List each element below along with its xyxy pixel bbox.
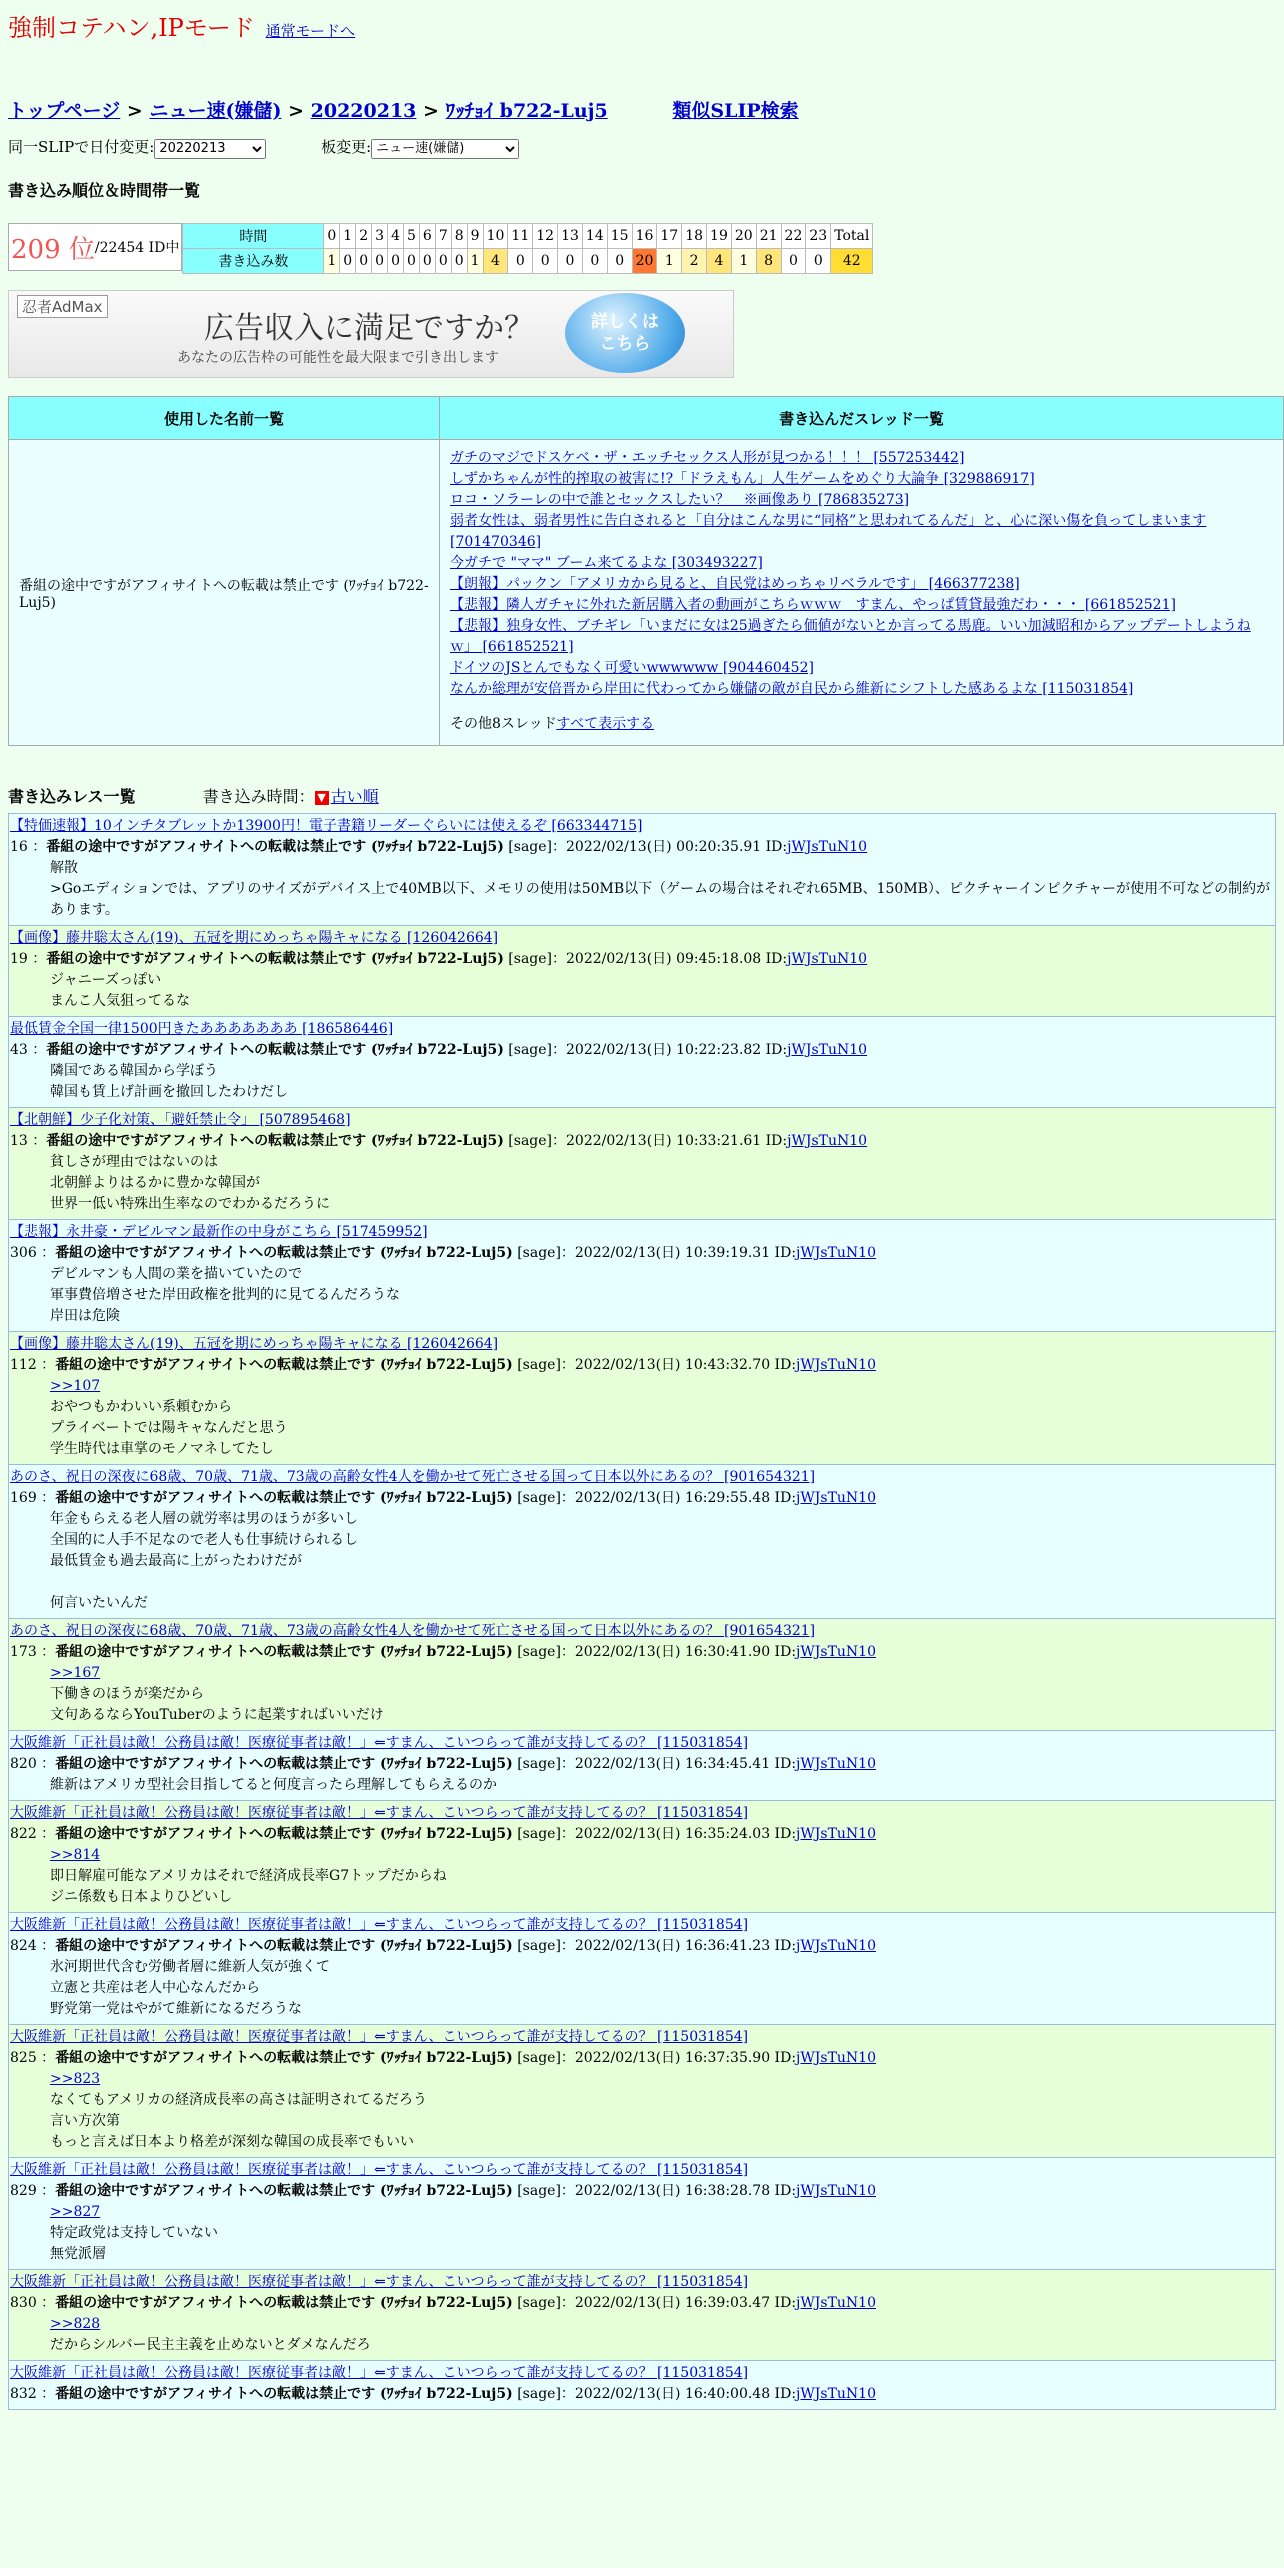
response-thread-link[interactable]: 【悲報】永井豪・デビルマン最新作の中身がこちら [517459952]	[10, 1224, 428, 1240]
used-name: 番組の途中ですがアフィサイトへの転載は禁止です (ﾜｯﾁｮｲ b722-Luj5)	[9, 440, 440, 746]
response-line: 世界一低い特殊出生率なのでわかるだろうに	[50, 1196, 330, 1212]
response-id-link[interactable]: jWJsTuN10	[787, 1042, 868, 1058]
thread-link[interactable]: ロコ・ソラーレの中で誰とセックスしたい？ ※画像あり [786835273]	[450, 492, 910, 508]
hour-cell: 1	[340, 224, 356, 249]
response-name: 番組の途中ですがアフィサイトへの転載は禁止です (ﾜｯﾁｮｲ b722-Luj5)	[55, 1644, 513, 1660]
response-number: 13	[10, 1133, 28, 1149]
response-line: 立憲と共産は老人中心なんだから	[50, 1980, 260, 1996]
threads-column-header: 書き込んだスレッド一覧	[440, 397, 1284, 440]
response-meta: [sage]：2022/02/13(日) 16:35:24.03 ID:	[517, 1826, 797, 1842]
response-id-link[interactable]: jWJsTuN10	[796, 1245, 876, 1261]
count-cell: 0	[403, 249, 419, 274]
count-cell: 0	[508, 249, 533, 274]
breadcrumb-date[interactable]: 20220213	[310, 100, 417, 122]
hour-cell: 11	[508, 224, 533, 249]
response-line	[50, 1572, 1274, 1593]
response-line: 氷河期世代含む労働者層に維新人気が強くて	[50, 1959, 330, 1975]
response-item	[8, 1618, 1276, 1731]
response-thread-link[interactable]: 大阪維新「正社員は敵！公務員は敵！医療従事者は敵！」⇐すまん、こいつらって誰が支持してるの？ [115031854]	[10, 1805, 749, 1821]
names-column-header: 使用した名前一覧	[9, 397, 440, 440]
response-name: 番組の途中ですがアフィサイトへの転載は禁止です (ﾜｯﾁｮｲ b722-Luj5)	[55, 1938, 513, 1954]
response-name: 番組の途中ですがアフィサイトへの転載は禁止です (ﾜｯﾁｮｲ b722-Luj5)	[55, 1490, 513, 1506]
thread-link[interactable]: なんか総理が安倍晋から岸田に代わってから嫌儲の敵が自民から維新にシフトした感あるよな [115031854]	[450, 681, 1134, 697]
response-body	[50, 1957, 1274, 2020]
response-name: 番組の途中ですがアフィサイトへの転載は禁止です (ﾜｯﾁｮｲ b722-Luj5)	[46, 1133, 504, 1149]
response-thread-link[interactable]: 【画像】藤井聡太さん(19)、五冠を期にめっちゃ陽キャになる [126042664]	[10, 930, 499, 946]
hourly-table	[182, 223, 873, 274]
response-header: 825 ：番組の途中ですがアフィサイトへの転載は禁止です (ﾜｯﾁｮｲ b722-Luj5) [sage]：2022/02/13(日) 16:37:35.90 ID:jWJsTuN10	[10, 2050, 876, 2066]
response-item	[8, 813, 1276, 926]
hour-cell: 6	[419, 224, 435, 249]
response-line: 維新はアメリカ型社会目指してると何度言ったら理解してもらえるのか	[50, 1777, 498, 1793]
response-line: 即日解雇可能なアメリカはそれで経済成長率G7トップだからね	[50, 1868, 447, 1884]
response-line: 無党派層	[50, 2246, 106, 2262]
response-line: >Goエディションでは、アプリのサイズがデバイス上で40MB以下、メモリの使用は50MB以下（ゲームの場合はそれぞれ65MB、150MB）、ピクチャーインピクチャーが使用不可などの制約があります。	[50, 881, 1271, 918]
response-meta: [sage]：2022/02/13(日) 16:37:35.90 ID:	[517, 2050, 797, 2066]
response-header: 112 ：番組の途中ですがアフィサイトへの転載は禁止です (ﾜｯﾁｮｲ b722-Luj5) [sage]：2022/02/13(日) 10:43:32.70 ID:jWJsTuN10	[10, 1357, 876, 1373]
ad-subtext: あなたの広告枠の可能性を最大限まで引き出します	[177, 350, 499, 366]
response-line: おやつもかわいい系頼むから	[50, 1399, 232, 1415]
response-line: 文句あるならYouTuberのように起業すればいいだけ	[50, 1707, 384, 1723]
response-id-link[interactable]: jWJsTuN10	[796, 1756, 876, 1772]
hour-cell: 17	[657, 224, 682, 249]
response-header: 173 ：番組の途中ですがアフィサイトへの転載は禁止です (ﾜｯﾁｮｲ b722-Luj5) [sage]：2022/02/13(日) 16:30:41.90 ID:jWJsTuN10	[10, 1644, 876, 1660]
response-header: 822 ：番組の途中ですがアフィサイトへの転載は禁止です (ﾜｯﾁｮｲ b722-Luj5) [sage]：2022/02/13(日) 16:35:24.03 ID:jWJsTuN10	[10, 1826, 876, 1842]
response-thread-link[interactable]: 【北朝鮮】少子化対策、「避妊禁止令」 [507895468]	[10, 1112, 351, 1128]
breadcrumb	[8, 96, 1276, 126]
count-cell: 1	[731, 249, 756, 274]
count-cell: 0	[781, 249, 806, 274]
response-id-link[interactable]: jWJsTuN10	[796, 1490, 876, 1506]
response-thread-link[interactable]: 大阪維新「正社員は敵！公務員は敵！医療従事者は敵！」⇐すまん、こいつらって誰が支持してるの？ [115031854]	[10, 1735, 749, 1751]
hour-cell: 18	[682, 224, 707, 249]
response-number: 169	[10, 1490, 37, 1506]
hour-cell: 19	[707, 224, 732, 249]
breadcrumb-board[interactable]: ニュー速(嫌儲)	[149, 100, 282, 122]
hour-cell: 14	[582, 224, 607, 249]
response-line: 全国的に人手不足なので老人も仕事続けられるし	[50, 1532, 358, 1548]
hour-cell: 5	[403, 224, 419, 249]
count-cell: 0	[533, 249, 558, 274]
response-item	[8, 1730, 1276, 1801]
response-thread-link[interactable]: 大阪維新「正社員は敵！公務員は敵！医療従事者は敵！」⇐すまん、こいつらって誰が支持してるの？ [115031854]	[10, 1917, 749, 1933]
other-threads-text: その他8スレッド	[450, 716, 557, 732]
response-item	[8, 1912, 1276, 2025]
hour-cell: 8	[451, 224, 467, 249]
response-name: 番組の途中ですがアフィサイトへの転載は禁止です (ﾜｯﾁｮｲ b722-Luj5)	[55, 2050, 513, 2066]
response-meta: [sage]：2022/02/13(日) 10:43:32.70 ID:	[517, 1357, 797, 1373]
response-name: 番組の途中ですがアフィサイトへの転載は禁止です (ﾜｯﾁｮｲ b722-Luj5)	[55, 1826, 513, 1842]
response-meta: [sage]：2022/02/13(日) 10:22:23.82 ID:	[508, 1042, 788, 1058]
board-change-label: 板変更:	[321, 138, 372, 156]
breadcrumb-sep: >	[423, 100, 439, 122]
other-threads	[450, 714, 1273, 735]
ad-banner[interactable]	[8, 290, 734, 378]
similar-slip-search-link[interactable]: 類似SLIP検索	[672, 100, 799, 122]
response-id-link[interactable]: jWJsTuN10	[796, 2386, 876, 2402]
post-time-label: 書き込み時間：	[202, 787, 315, 806]
response-meta: [sage]：2022/02/13(日) 16:29:55.48 ID:	[517, 1490, 797, 1506]
response-number: 820	[10, 1756, 37, 1772]
response-number: 822	[10, 1826, 37, 1842]
response-meta: [sage]：2022/02/13(日) 16:38:28.78 ID:	[517, 2183, 797, 2199]
hour-cell: 16	[632, 224, 657, 249]
response-line: 最低賃金も過去最高に上がったわけだが	[50, 1553, 302, 1569]
response-line: プライベートでは陽キャなんだと思う	[50, 1420, 288, 1436]
response-name: 番組の途中ですがアフィサイトへの転載は禁止です (ﾜｯﾁｮｲ b722-Luj5)	[55, 2183, 513, 2199]
hour-cell: 4	[388, 224, 404, 249]
response-line: なくてもアメリカの経済成長率の高さは証明されてるだろう	[50, 2092, 428, 2108]
thread-link[interactable]: しずかちゃんが性的搾取の被害に!?「ドラえもん」人生ゲームをめぐり大論争 [329886917]	[450, 471, 1035, 487]
response-item	[8, 1800, 1276, 1913]
hour-cell: 13	[558, 224, 583, 249]
hour-cell: 7	[435, 224, 451, 249]
response-line: 北朝鮮よりはるかに豊かな韓国が	[50, 1175, 260, 1191]
response-thread-link[interactable]: あのさ、祝日の深夜に68歳、70歳、71歳、73歳の高齢女性4人を働かせて死亡させる国って日本以外にあるの？ [901654321]	[10, 1469, 816, 1485]
response-line: 野党第一党はやがて維新になるだろうな	[50, 2001, 302, 2017]
response-line: 何言いたいんだ	[50, 1595, 148, 1611]
count-cell: 0	[558, 249, 583, 274]
response-line: まんこ人気狙ってるな	[50, 993, 190, 1009]
response-number: 824	[10, 1938, 37, 1954]
response-id-link[interactable]: jWJsTuN10	[796, 2050, 876, 2066]
hour-cell: 3	[372, 224, 388, 249]
response-meta: [sage]：2022/02/13(日) 09:45:18.08 ID:	[508, 951, 788, 967]
thread-list-cell	[440, 440, 1284, 746]
response-line: 年金もらえる老人層の就労率は男のほうが多いし	[50, 1511, 358, 1527]
hour-cell: 10	[483, 224, 508, 249]
response-body	[50, 1509, 1274, 1614]
response-header: 832 ：番組の途中ですがアフィサイトへの転載は禁止です (ﾜｯﾁｮｲ b722-Luj5) [sage]：2022/02/13(日) 16:40:00.48 ID:jWJsTuN10	[10, 2386, 876, 2402]
response-header: 19 ：番組の途中ですがアフィサイトへの転載は禁止です (ﾜｯﾁｮｲ b722-Luj5) [sage]：2022/02/13(日) 09:45:18.08 ID:jWJsTuN10	[10, 951, 868, 967]
responses-list	[8, 813, 1276, 2410]
response-item	[8, 2024, 1276, 2158]
show-all-link[interactable]: すべて表示する	[556, 716, 655, 732]
count-cell: 0	[806, 249, 831, 274]
breadcrumb-top[interactable]: トップページ	[8, 100, 121, 122]
response-number: 306	[10, 1245, 37, 1261]
thread-link[interactable]: ガチのマジでドスケベ・ザ・エッチセックス人形が見つかる！！！ [557253442]	[450, 450, 965, 466]
breadcrumb-sep: >	[126, 100, 143, 122]
names-threads-table	[8, 396, 1284, 746]
reply-anchor-link[interactable]: >>814	[50, 1847, 101, 1863]
response-item	[8, 1107, 1276, 1220]
response-line: 岸田は危険	[50, 1308, 120, 1324]
response-thread-link[interactable]: 大阪維新「正社員は敵！公務員は敵！医療従事者は敵！」⇐すまん、こいつらって誰が支持してるの？ [115031854]	[10, 2029, 749, 2045]
response-number: 829	[10, 2183, 37, 2199]
response-line: だからシルバー民主主義を止めないとダメなんだろ	[50, 2337, 371, 2353]
response-name: 番組の途中ですがアフィサイトへの転載は禁止です (ﾜｯﾁｮｲ b722-Luj5)	[55, 1245, 513, 1261]
response-line: 韓国も賃上げ計画を撤回したわけだし	[50, 1084, 288, 1100]
responses-header	[8, 784, 1276, 810]
response-line: 学生時代は車掌のモノマネしてたし	[50, 1441, 274, 1457]
count-cell: 0	[435, 249, 451, 274]
board-select[interactable]	[371, 139, 519, 159]
response-meta: [sage]：2022/02/13(日) 16:39:03.47 ID:	[517, 2295, 797, 2311]
response-meta: [sage]：2022/02/13(日) 00:20:35.91 ID:	[508, 839, 788, 855]
select-row	[8, 136, 1276, 166]
thread-link[interactable]: 【朗報】パックン「アメリカから見ると、自民党はめっちゃリベラルです」 [466377238]	[450, 576, 1020, 592]
response-body	[50, 2202, 1274, 2265]
response-id-link[interactable]: jWJsTuN10	[787, 951, 868, 967]
date-select[interactable]	[154, 139, 266, 159]
response-body	[50, 1376, 1274, 1460]
response-line: 下働きのほうが楽だから	[50, 1686, 204, 1702]
count-cell: 0	[607, 249, 632, 274]
response-body	[50, 1061, 1274, 1103]
response-id-link[interactable]: jWJsTuN10	[796, 1644, 876, 1660]
response-name: 番組の途中ですがアフィサイトへの転載は禁止です (ﾜｯﾁｮｲ b722-Luj5)	[55, 1756, 513, 1772]
rank-number: 209 位	[11, 234, 95, 265]
response-header: 306 ：番組の途中ですがアフィサイトへの転載は禁止です (ﾜｯﾁｮｲ b722-Luj5) [sage]：2022/02/13(日) 10:39:19.31 ID:jWJsTuN10	[10, 1245, 876, 1261]
count-cell: 0	[388, 249, 404, 274]
response-item	[8, 2360, 1276, 2410]
normal-mode-link[interactable]: 通常モードへ	[265, 22, 356, 40]
response-body	[50, 2314, 1274, 2356]
hour-cell: 22	[781, 224, 806, 249]
count-cell: 0	[340, 249, 356, 274]
count-cell: 0	[582, 249, 607, 274]
ranking-heading: 書き込み順位＆時間帯一覧	[8, 181, 201, 200]
count-cell: 8	[756, 249, 781, 274]
count-cell: 1	[657, 249, 682, 274]
response-item	[8, 1331, 1276, 1465]
response-header: 829 ：番組の途中ですがアフィサイトへの転載は禁止です (ﾜｯﾁｮｲ b722-Luj5) [sage]：2022/02/13(日) 16:38:28.78 ID:jWJsTuN10	[10, 2183, 876, 2199]
hours-label: 時間	[183, 224, 324, 249]
response-thread-link[interactable]: あのさ、祝日の深夜に68歳、70歳、71歳、73歳の高齢女性4人を働かせて死亡させる国って日本以外にあるの？ [901654321]	[10, 1623, 816, 1639]
response-body	[50, 1845, 1274, 1908]
hour-cell: 20	[731, 224, 756, 249]
response-body	[50, 1264, 1274, 1327]
response-item	[8, 1464, 1276, 1619]
count-cell: 20	[632, 249, 657, 274]
count-cell: 2	[682, 249, 707, 274]
date-change-label: 同一SLIPで日付変更:	[8, 138, 155, 156]
reply-anchor-link[interactable]: >>107	[50, 1378, 101, 1394]
thread-link[interactable]: 【悲報】独身女性、ブチギレ「いまだに女は25過ぎたら価値がないとか言ってる馬鹿。いい加減昭和からアップデートしようねｗ」 [661852521]	[450, 618, 1251, 655]
response-number: 832	[10, 2386, 37, 2402]
ad-headline: 広告収入に満足ですか？	[204, 311, 534, 346]
reply-anchor-link[interactable]: >>828	[50, 2316, 101, 2332]
hour-cell: 0	[324, 224, 340, 249]
response-header: 16 ：番組の途中ですがアフィサイトへの転載は禁止です (ﾜｯﾁｮｲ b722-Luj5) [sage]：2022/02/13(日) 00:20:35.91 ID:jWJsTuN10	[10, 839, 868, 855]
mode-line	[8, 8, 1276, 42]
response-thread-link[interactable]: 最低賃金全国一律1500円きたあああああああ [186586446]	[10, 1021, 394, 1037]
sort-oldest-link[interactable]: 古い順	[330, 787, 379, 806]
response-number: 173	[10, 1644, 37, 1660]
response-number: 830	[10, 2295, 37, 2311]
ad-details-button-label: 詳しくは こちら	[591, 312, 659, 354]
response-item	[8, 2269, 1276, 2361]
mode-title: 強制コテハン,IPモード	[8, 14, 255, 42]
ad-details-button[interactable]	[565, 293, 685, 373]
thread-link[interactable]: 弱者女性は、弱者男性に告白されると「自分はこんな男に“同格”と思われてるんだ」と、心に深い傷を負ってしまいます [701470346]	[450, 513, 1207, 550]
reply-anchor-link[interactable]: >>823	[50, 2071, 101, 2087]
response-thread-link[interactable]: 大阪維新「正社員は敵！公務員は敵！医療従事者は敵！」⇐すまん、こいつらって誰が支持してるの？ [115031854]	[10, 2274, 749, 2290]
response-id-link[interactable]: jWJsTuN10	[796, 1938, 876, 1954]
thread-link[interactable]: 【悲報】隣人ガチャに外れた新居購入者の動画がこちらｗｗｗ すまん、やっぱ賃貸最強だわ・・・ [661852521]	[450, 597, 1176, 613]
rank-total: /22454 ID中	[94, 240, 180, 256]
response-item	[8, 2157, 1276, 2270]
response-meta: [sage]：2022/02/13(日) 16:34:45.41 ID:	[517, 1756, 797, 1772]
responses-heading: 書き込みレス一覧	[8, 787, 136, 806]
count-cell: 1	[467, 249, 483, 274]
response-body	[50, 970, 1274, 1012]
response-thread-link[interactable]: 【特価速報】10インチタブレットか13900円！電子書籍リーダーぐらいには使えるぞ [663344715]	[10, 818, 643, 834]
count-cell: 0	[419, 249, 435, 274]
breadcrumb-slip[interactable]: ﾜｯﾁｮｲ b722-Luj5	[445, 100, 608, 122]
response-number: 112	[10, 1357, 37, 1373]
response-name: 番組の途中ですがアフィサイトへの転載は禁止です (ﾜｯﾁｮｲ b722-Luj5)	[46, 839, 504, 855]
hour-cell: Total	[831, 224, 873, 249]
hour-cell: 21	[756, 224, 781, 249]
response-line: ジャニーズっぽい	[50, 972, 162, 988]
response-line: 貧しさが理由ではないのは	[50, 1154, 218, 1170]
count-cell: 1	[324, 249, 340, 274]
hour-cell: 2	[356, 224, 372, 249]
response-header: 13 ：番組の途中ですがアフィサイトへの転載は禁止です (ﾜｯﾁｮｲ b722-Luj5) [sage]：2022/02/13(日) 10:33:21.61 ID:jWJsTuN10	[10, 1133, 868, 1149]
response-name: 番組の途中ですがアフィサイトへの転載は禁止です (ﾜｯﾁｮｲ b722-Luj5)	[55, 2386, 513, 2402]
response-header: 169 ：番組の途中ですがアフィサイトへの転載は禁止です (ﾜｯﾁｮｲ b722-Luj5) [sage]：2022/02/13(日) 16:29:55.48 ID:jWJsTuN10	[10, 1490, 876, 1506]
reply-anchor-link[interactable]: >>167	[50, 1665, 101, 1681]
response-name: 番組の途中ですがアフィサイトへの転載は禁止です (ﾜｯﾁｮｲ b722-Luj5)	[55, 2295, 513, 2311]
thread-links	[450, 448, 1273, 700]
response-body	[50, 1663, 1274, 1726]
response-id-link[interactable]: jWJsTuN10	[796, 1826, 876, 1842]
response-thread-link[interactable]: 大阪維新「正社員は敵！公務員は敵！医療従事者は敵！」⇐すまん、こいつらって誰が支持してるの？ [115031854]	[10, 2365, 749, 2381]
response-name: 番組の途中ですがアフィサイトへの転載は禁止です (ﾜｯﾁｮｲ b722-Luj5)	[55, 1357, 513, 1373]
response-line: 隣国である韓国から学ぼう	[50, 1063, 218, 1079]
thread-link[interactable]: ドイツのJSとんでもなく可愛いwwwwww [904460452]	[450, 660, 814, 676]
response-number: 825	[10, 2050, 37, 2066]
reply-anchor-link[interactable]: >>827	[50, 2204, 101, 2220]
response-line: もっと言えば日本より格差が深刻な韓国の成長率でもいい	[50, 2134, 414, 2150]
response-id-link[interactable]: jWJsTuN10	[796, 1357, 876, 1373]
response-meta: [sage]：2022/02/13(日) 10:33:21.61 ID:	[508, 1133, 788, 1149]
response-line: ジニ係数も日本よりひどいし	[50, 1889, 232, 1905]
ranking-area	[8, 223, 1276, 274]
thread-link[interactable]: 今ガチで "ママ" ブーム来てるよな [303493227]	[450, 555, 763, 571]
response-number: 19	[10, 951, 28, 967]
count-cell: 0	[372, 249, 388, 274]
response-header: 830 ：番組の途中ですがアフィサイトへの転載は禁止です (ﾜｯﾁｮｲ b722-Luj5) [sage]：2022/02/13(日) 16:39:03.47 ID:jWJsTuN10	[10, 2295, 876, 2311]
hour-cell: 12	[533, 224, 558, 249]
response-id-link[interactable]: jWJsTuN10	[787, 1133, 868, 1149]
rank-box	[8, 223, 182, 271]
response-item	[8, 1219, 1276, 1332]
counts-row	[183, 249, 873, 274]
response-body	[50, 858, 1274, 921]
hours-row	[183, 224, 873, 249]
response-header: 43 ：番組の途中ですがアフィサイトへの転載は禁止です (ﾜｯﾁｮｲ b722-Luj5) [sage]：2022/02/13(日) 10:22:23.82 ID:jWJsTuN10	[10, 1042, 868, 1058]
response-id-link[interactable]: jWJsTuN10	[796, 2295, 876, 2311]
response-item	[8, 925, 1276, 1017]
response-thread-link[interactable]: 【画像】藤井聡太さん(19)、五冠を期にめっちゃ陽キャになる [126042664]	[10, 1336, 499, 1352]
response-id-link[interactable]: jWJsTuN10	[787, 839, 868, 855]
response-body	[50, 1775, 1274, 1796]
response-number: 43	[10, 1042, 28, 1058]
response-body	[50, 1152, 1274, 1215]
sort-arrow-icon: ▼	[315, 791, 329, 805]
count-cell: 0	[451, 249, 467, 274]
response-line: 言い方次第	[50, 2113, 120, 2129]
response-header: 824 ：番組の途中ですがアフィサイトへの転載は禁止です (ﾜｯﾁｮｲ b722-Luj5) [sage]：2022/02/13(日) 16:36:41.23 ID:jWJsTuN10	[10, 1938, 876, 1954]
response-line: 軍事費倍増させた岸田政権を批判的に見てるんだろうな	[50, 1287, 400, 1303]
response-meta: [sage]：2022/02/13(日) 16:36:41.23 ID:	[517, 1938, 797, 1954]
counts-label: 書き込み数	[183, 249, 324, 274]
count-cell: 0	[356, 249, 372, 274]
response-item	[8, 1016, 1276, 1108]
count-cell: 42	[831, 249, 873, 274]
hour-cell: 9	[467, 224, 483, 249]
ad-logo: 忍者AdMax	[17, 295, 108, 318]
response-name: 番組の途中ですがアフィサイトへの転載は禁止です (ﾜｯﾁｮｲ b722-Luj5)	[46, 951, 504, 967]
breadcrumb-sep: >	[288, 100, 304, 122]
response-meta: [sage]：2022/02/13(日) 10:39:19.31 ID:	[517, 1245, 797, 1261]
response-number: 16	[10, 839, 28, 855]
response-line: デビルマンも人間の業を描いていたので	[50, 1266, 302, 1282]
response-meta: [sage]：2022/02/13(日) 16:30:41.90 ID:	[517, 1644, 797, 1660]
response-body	[50, 2069, 1274, 2153]
response-name: 番組の途中ですがアフィサイトへの転載は禁止です (ﾜｯﾁｮｲ b722-Luj5)	[46, 1042, 504, 1058]
hour-cell: 23	[806, 224, 831, 249]
response-line: 解散	[50, 860, 78, 876]
hour-cell: 15	[607, 224, 632, 249]
count-cell: 4	[483, 249, 508, 274]
response-meta: [sage]：2022/02/13(日) 16:40:00.48 ID:	[517, 2386, 797, 2402]
count-cell: 4	[707, 249, 732, 274]
response-header: 820 ：番組の途中ですがアフィサイトへの転載は禁止です (ﾜｯﾁｮｲ b722-Luj5) [sage]：2022/02/13(日) 16:34:45.41 ID:jWJsTuN10	[10, 1756, 876, 1772]
response-id-link[interactable]: jWJsTuN10	[796, 2183, 876, 2199]
response-line: 特定政党は支持していない	[50, 2225, 218, 2241]
response-thread-link[interactable]: 大阪維新「正社員は敵！公務員は敵！医療従事者は敵！」⇐すまん、こいつらって誰が支持してるの？ [115031854]	[10, 2162, 749, 2178]
